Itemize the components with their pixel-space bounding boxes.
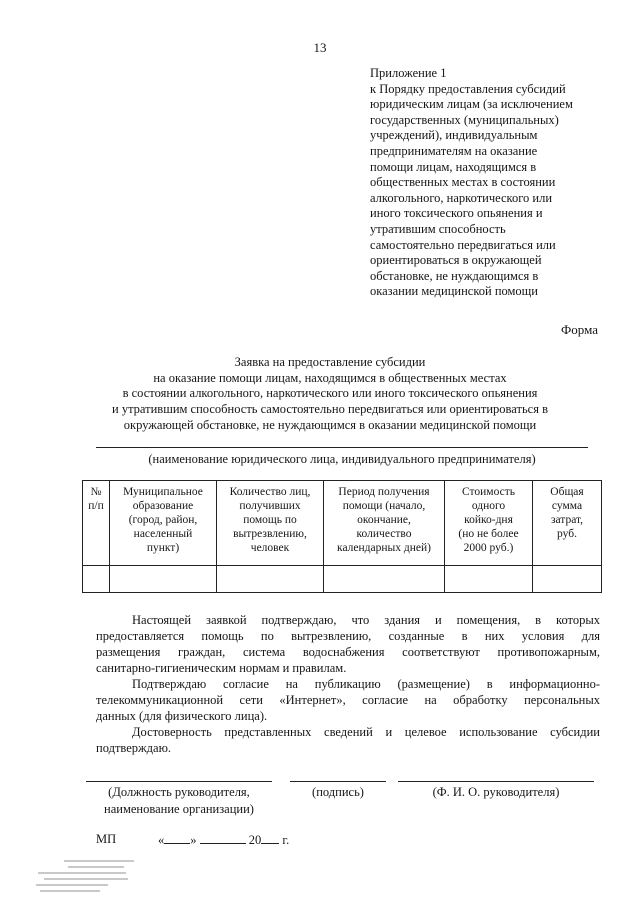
title-line: Заявка на предоставление субсидии xyxy=(234,355,426,369)
reliability-paragraph: Достоверность представленных сведений и целевое использование субсидии подтверждаю. xyxy=(96,725,600,755)
appendix-line: утратившим способность xyxy=(370,221,506,236)
table-cell[interactable] xyxy=(217,566,324,593)
title-line: окружающей обстановке, не нуждающимся в оказании медицинской помощи xyxy=(123,417,537,432)
col-header-bed-day-cost: Стоимость одного койко-дня (но не более 2000 руб.) xyxy=(445,481,533,566)
appendix-header xyxy=(370,66,610,300)
col-header-total: Общая сумма затрат, руб. xyxy=(533,481,602,566)
table-cell[interactable] xyxy=(83,566,110,593)
seal-place-label: МП xyxy=(96,832,117,846)
document-title xyxy=(60,355,600,434)
appendix-line: иного токсического опьянения и xyxy=(370,206,543,221)
day-blank[interactable] xyxy=(164,832,190,844)
faded-stamp-image xyxy=(34,858,134,896)
signature-caption: (подпись) xyxy=(312,785,364,799)
col-header-period: Период получения помощи (начало, окончание, количество календарных дней) xyxy=(324,481,445,566)
organization-name-field[interactable] xyxy=(96,447,588,448)
appendix-line: ориентироваться в окружающей xyxy=(370,253,542,268)
page-number: 13 xyxy=(313,40,327,55)
col-header-number: № п/п xyxy=(83,481,110,566)
appendix-line: юридическим лицам (за исключением xyxy=(370,97,573,112)
appendix-line: к Порядку предоставления субсидий xyxy=(370,81,566,96)
signature-line[interactable] xyxy=(290,781,386,782)
position-signature-line[interactable] xyxy=(86,781,272,782)
appendix-line: оказании медицинской помощи xyxy=(370,284,538,299)
appendix-line: государственных (муниципальных) xyxy=(370,112,559,127)
appendix-line: Приложение 1 xyxy=(370,66,447,80)
title-line: и утратившим способность самостоятельно передвигаться или ориентироваться в xyxy=(112,402,548,417)
date-field: « » 20 г. xyxy=(158,833,290,847)
col-header-municipality: Муниципальное образование (город, район, населенный пункт) xyxy=(110,481,217,566)
table-cell[interactable] xyxy=(110,566,217,593)
fio-caption: (Ф. И. О. руководителя) xyxy=(432,785,560,799)
table-row xyxy=(83,566,602,593)
title-line: в состоянии алкогольного, наркотического или иного токсического опьянения xyxy=(122,386,538,401)
appendix-line: алкогольного, наркотического или xyxy=(370,190,553,205)
position-caption: (Должность руководителя, наименование организации) xyxy=(104,785,254,816)
appendix-line: самостоятельно передвигаться или xyxy=(370,237,556,252)
organization-name-caption: (наименование юридического лица, индивидуального предпринимателя) xyxy=(148,452,536,466)
month-blank[interactable] xyxy=(200,832,246,844)
appendix-line: общественных местах в состоянии xyxy=(370,175,556,190)
appendix-line: учреждений), индивидуальным xyxy=(370,128,538,143)
appendix-line: помощи лицам, находящимся в xyxy=(370,159,537,174)
table-cell[interactable] xyxy=(533,566,602,593)
table-cell[interactable] xyxy=(445,566,533,593)
form-label: Форма xyxy=(561,322,598,337)
col-header-persons: Количество лиц, получивших помощь по вытрезвлению, человек xyxy=(217,481,324,566)
appendix-line: обстановке, не нуждающимся в xyxy=(370,268,539,283)
year-blank[interactable] xyxy=(261,832,279,844)
appendix-line: предпринимателям на оказание xyxy=(370,143,538,158)
application-table xyxy=(82,480,602,593)
consent-paragraph: Подтверждаю согласие на публикацию (размещение) в информационно- телекоммуникационной сети «Интернет», согласие на обработку персональных данных (для физического лица). xyxy=(96,677,600,723)
table-header-row xyxy=(83,481,602,566)
fio-signature-line[interactable] xyxy=(398,781,594,782)
table-cell[interactable] xyxy=(324,566,445,593)
title-line: на оказание помощи лицам, находящимся в общественных местах xyxy=(153,370,507,385)
confirmation-paragraph: Настоящей заявкой подтверждаю, что здания и помещения, в которых предоставляется помощь по вытрезвлению, созданные в них условия для размещения граждан, система водоснабжения соответствуют противопожарным, санитарно-гигиеническим нормам и правилам. xyxy=(96,613,600,675)
